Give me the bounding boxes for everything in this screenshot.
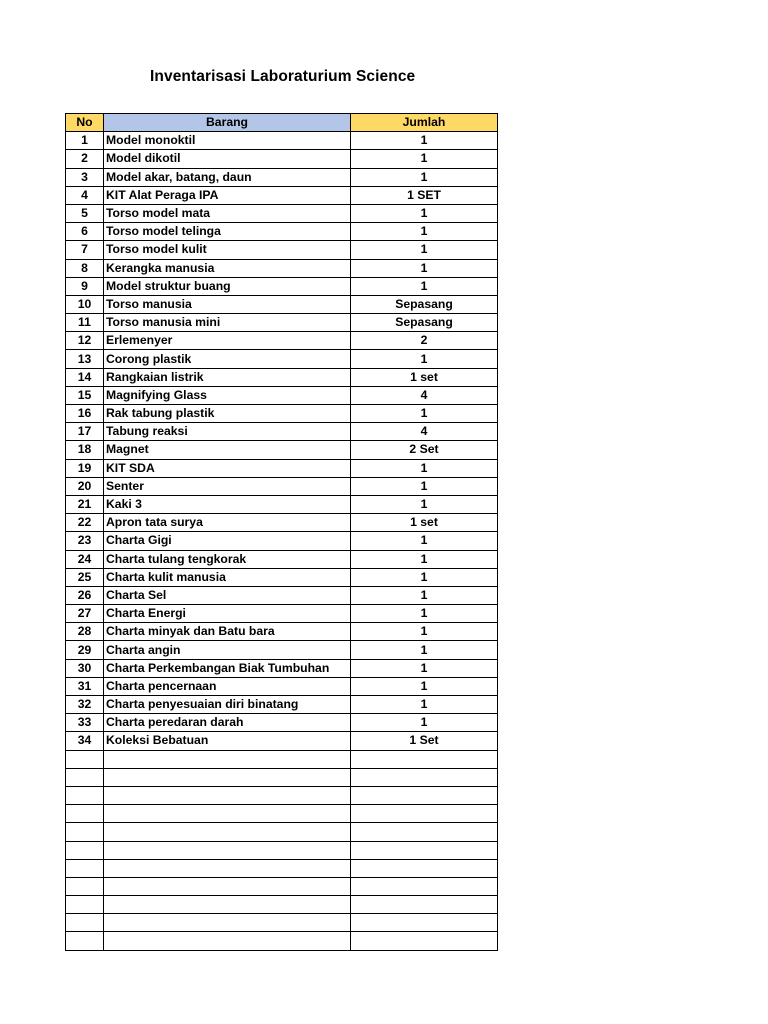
table-row xyxy=(66,350,498,368)
cell-no: 18 xyxy=(66,441,104,459)
cell-no: 19 xyxy=(66,459,104,477)
table-row xyxy=(66,750,498,768)
cell-qty: 1 set xyxy=(351,368,498,386)
cell-qty: 1 xyxy=(351,550,498,568)
cell-qty: 1 xyxy=(351,405,498,423)
cell-qty: 2 Set xyxy=(351,441,498,459)
table-row xyxy=(66,677,498,695)
cell-qty xyxy=(351,859,498,877)
table-row xyxy=(66,423,498,441)
cell-item xyxy=(104,786,351,804)
table-row xyxy=(66,841,498,859)
table-row xyxy=(66,368,498,386)
cell-qty: Sepasang xyxy=(351,295,498,313)
table-row xyxy=(66,714,498,732)
cell-item: Corong plastik xyxy=(104,350,351,368)
table-row xyxy=(66,168,498,186)
cell-no: 5 xyxy=(66,204,104,222)
cell-qty xyxy=(351,896,498,914)
cell-qty: 1 set xyxy=(351,514,498,532)
table-row xyxy=(66,768,498,786)
table-header-row xyxy=(66,114,498,132)
cell-item: Model dikotil xyxy=(104,150,351,168)
cell-item: Magnet xyxy=(104,441,351,459)
cell-no: 4 xyxy=(66,186,104,204)
cell-no: 11 xyxy=(66,314,104,332)
table-row xyxy=(66,204,498,222)
cell-qty: 1 xyxy=(351,223,498,241)
table-row xyxy=(66,532,498,550)
cell-qty: 1 xyxy=(351,659,498,677)
cell-no xyxy=(66,914,104,932)
cell-item: Model struktur buang xyxy=(104,277,351,295)
cell-no xyxy=(66,750,104,768)
cell-item: KIT SDA xyxy=(104,459,351,477)
cell-no: 24 xyxy=(66,550,104,568)
table-row xyxy=(66,259,498,277)
cell-no: 26 xyxy=(66,586,104,604)
cell-no xyxy=(66,896,104,914)
cell-no: 6 xyxy=(66,223,104,241)
cell-item: Charta peredaran darah xyxy=(104,714,351,732)
cell-no: 21 xyxy=(66,495,104,513)
cell-item xyxy=(104,877,351,895)
cell-no: 15 xyxy=(66,386,104,404)
cell-qty: 1 xyxy=(351,714,498,732)
table-row xyxy=(66,823,498,841)
cell-item xyxy=(104,805,351,823)
table-row xyxy=(66,805,498,823)
column-header-qty: Jumlah xyxy=(351,114,498,132)
table-row xyxy=(66,277,498,295)
cell-item xyxy=(104,841,351,859)
cell-qty: 1 xyxy=(351,605,498,623)
table-row xyxy=(66,732,498,750)
cell-no: 9 xyxy=(66,277,104,295)
cell-item: Torso model mata xyxy=(104,204,351,222)
cell-item xyxy=(104,914,351,932)
cell-item: Model akar, batang, daun xyxy=(104,168,351,186)
table-row xyxy=(66,186,498,204)
cell-no xyxy=(66,932,104,950)
cell-qty: 1 xyxy=(351,459,498,477)
cell-qty: 1 xyxy=(351,350,498,368)
cell-item xyxy=(104,750,351,768)
cell-item: Model monoktil xyxy=(104,132,351,150)
cell-no xyxy=(66,805,104,823)
cell-item xyxy=(104,768,351,786)
cell-no: 27 xyxy=(66,605,104,623)
table-row xyxy=(66,332,498,350)
cell-item: KIT Alat Peraga IPA xyxy=(104,186,351,204)
table-row xyxy=(66,932,498,950)
cell-item: Charta minyak dan Batu bara xyxy=(104,623,351,641)
cell-no xyxy=(66,768,104,786)
cell-no xyxy=(66,859,104,877)
cell-qty: 1 xyxy=(351,568,498,586)
cell-qty xyxy=(351,841,498,859)
cell-no xyxy=(66,841,104,859)
cell-item: Charta Sel xyxy=(104,586,351,604)
cell-no xyxy=(66,786,104,804)
cell-qty: 1 xyxy=(351,477,498,495)
cell-no: 20 xyxy=(66,477,104,495)
cell-no xyxy=(66,877,104,895)
cell-no: 23 xyxy=(66,532,104,550)
cell-qty: 1 xyxy=(351,259,498,277)
cell-qty xyxy=(351,805,498,823)
cell-no: 34 xyxy=(66,732,104,750)
cell-no: 14 xyxy=(66,368,104,386)
cell-item xyxy=(104,932,351,950)
cell-qty: 1 xyxy=(351,696,498,714)
column-header-no: No xyxy=(66,114,104,132)
cell-item: Charta penyesuaian diri binatang xyxy=(104,696,351,714)
table-row xyxy=(66,696,498,714)
cell-qty: 1 xyxy=(351,532,498,550)
cell-qty: 1 xyxy=(351,586,498,604)
cell-item: Kerangka manusia xyxy=(104,259,351,277)
cell-qty: 4 xyxy=(351,386,498,404)
cell-no: 25 xyxy=(66,568,104,586)
table-row xyxy=(66,605,498,623)
cell-item: Charta Gigi xyxy=(104,532,351,550)
cell-item: Torso manusia mini xyxy=(104,314,351,332)
cell-qty: 1 xyxy=(351,150,498,168)
cell-item: Apron tata surya xyxy=(104,514,351,532)
cell-qty: 4 xyxy=(351,423,498,441)
table-row xyxy=(66,859,498,877)
table-row xyxy=(66,586,498,604)
cell-no: 8 xyxy=(66,259,104,277)
cell-no: 32 xyxy=(66,696,104,714)
cell-qty: 1 Set xyxy=(351,732,498,750)
cell-item: Koleksi Bebatuan xyxy=(104,732,351,750)
cell-item: Torso model kulit xyxy=(104,241,351,259)
table-row xyxy=(66,786,498,804)
cell-no: 3 xyxy=(66,168,104,186)
cell-item: Charta pencernaan xyxy=(104,677,351,695)
cell-qty: Sepasang xyxy=(351,314,498,332)
cell-qty xyxy=(351,932,498,950)
cell-no: 17 xyxy=(66,423,104,441)
cell-qty xyxy=(351,877,498,895)
cell-qty: 1 xyxy=(351,495,498,513)
cell-qty: 1 xyxy=(351,677,498,695)
table-row xyxy=(66,659,498,677)
cell-item xyxy=(104,859,351,877)
table-row xyxy=(66,459,498,477)
table-row xyxy=(66,132,498,150)
cell-item: Charta angin xyxy=(104,641,351,659)
table-row xyxy=(66,223,498,241)
table-row xyxy=(66,514,498,532)
cell-no: 1 xyxy=(66,132,104,150)
page-title: Inventarisasi Laboraturium Science xyxy=(150,68,416,85)
cell-no: 31 xyxy=(66,677,104,695)
cell-no: 29 xyxy=(66,641,104,659)
cell-qty: 1 xyxy=(351,132,498,150)
table-row xyxy=(66,641,498,659)
table-row xyxy=(66,441,498,459)
table-row xyxy=(66,314,498,332)
table-row xyxy=(66,405,498,423)
cell-no: 22 xyxy=(66,514,104,532)
table-body xyxy=(66,132,498,950)
cell-qty: 1 xyxy=(351,204,498,222)
cell-no: 12 xyxy=(66,332,104,350)
table-row xyxy=(66,623,498,641)
inventory-table xyxy=(65,113,498,951)
cell-item: Magnifying Glass xyxy=(104,386,351,404)
cell-qty: 1 xyxy=(351,277,498,295)
cell-qty xyxy=(351,786,498,804)
cell-qty xyxy=(351,914,498,932)
table-row xyxy=(66,896,498,914)
cell-no: 28 xyxy=(66,623,104,641)
cell-no: 30 xyxy=(66,659,104,677)
cell-no xyxy=(66,823,104,841)
cell-item xyxy=(104,823,351,841)
table-row xyxy=(66,295,498,313)
cell-no: 2 xyxy=(66,150,104,168)
table-row xyxy=(66,150,498,168)
cell-no: 16 xyxy=(66,405,104,423)
cell-item: Senter xyxy=(104,477,351,495)
cell-qty: 1 xyxy=(351,168,498,186)
column-header-item: Barang xyxy=(104,114,351,132)
cell-qty xyxy=(351,823,498,841)
cell-item: Torso manusia xyxy=(104,295,351,313)
cell-item: Torso model telinga xyxy=(104,223,351,241)
cell-item: Charta tulang tengkorak xyxy=(104,550,351,568)
table-row xyxy=(66,386,498,404)
cell-no: 10 xyxy=(66,295,104,313)
cell-qty: 2 xyxy=(351,332,498,350)
table-row xyxy=(66,914,498,932)
cell-qty xyxy=(351,750,498,768)
cell-item: Charta Perkembangan Biak Tumbuhan xyxy=(104,659,351,677)
cell-item: Charta kulit manusia xyxy=(104,568,351,586)
cell-item xyxy=(104,896,351,914)
table-row xyxy=(66,241,498,259)
cell-qty xyxy=(351,768,498,786)
cell-item: Charta Energi xyxy=(104,605,351,623)
cell-no: 7 xyxy=(66,241,104,259)
cell-item: Rak tabung plastik xyxy=(104,405,351,423)
table-row xyxy=(66,568,498,586)
cell-qty: 1 xyxy=(351,641,498,659)
table-row xyxy=(66,550,498,568)
cell-qty: 1 xyxy=(351,623,498,641)
cell-no: 33 xyxy=(66,714,104,732)
cell-item: Erlemenyer xyxy=(104,332,351,350)
cell-qty: 1 xyxy=(351,241,498,259)
table-row xyxy=(66,477,498,495)
cell-no: 13 xyxy=(66,350,104,368)
table-row xyxy=(66,877,498,895)
cell-item: Tabung reaksi xyxy=(104,423,351,441)
cell-item: Rangkaian listrik xyxy=(104,368,351,386)
table-row xyxy=(66,495,498,513)
cell-qty: 1 SET xyxy=(351,186,498,204)
cell-item: Kaki 3 xyxy=(104,495,351,513)
